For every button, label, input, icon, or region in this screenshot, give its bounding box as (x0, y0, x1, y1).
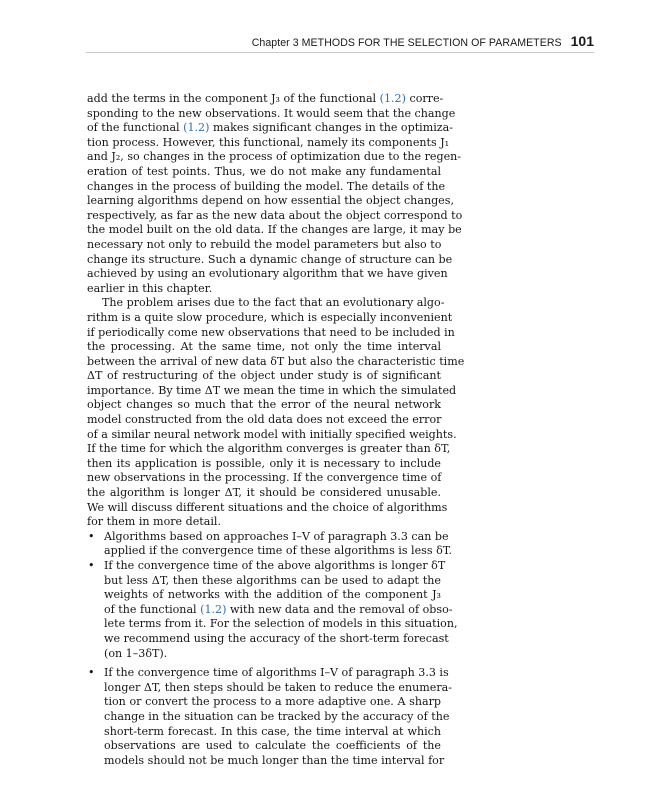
text-segment: we recommend using the accuracy of the short-term forecast (104, 631, 449, 645)
text-line (87, 340, 441, 355)
text-segment: If the convergence time of the above algorithms is longer δT (104, 559, 446, 572)
text-line (87, 296, 445, 311)
text-segment: change in the situation can be tracked by the accuracy of the (104, 709, 450, 723)
text-segment: of a similar neural network model with initially specified weights. (87, 427, 457, 441)
text-line (87, 238, 441, 253)
bullet-item (87, 529, 453, 559)
body-text (87, 92, 465, 768)
text-segment: of the functional (104, 602, 201, 616)
text-segment: The problem arises due to the fact that an evolutionary algo- (102, 296, 445, 310)
text-line (87, 135, 450, 151)
text-line (87, 486, 441, 501)
text-segment: object changes so much that the error of the neural network (87, 398, 441, 412)
text-segment: (on 1–3δT). (104, 646, 168, 660)
text-line (87, 574, 441, 589)
text-segment: achieved by using an evolutionary algorithm that we have given (87, 267, 448, 281)
text-line (87, 695, 441, 710)
text-segment: respectively, as far as the new data about the object correspond to (87, 208, 463, 222)
text-line (87, 753, 445, 769)
header-rule (86, 52, 594, 53)
text-segment: corre- (405, 92, 444, 105)
text-segment: new observations in the processing. If the convergence time of (87, 471, 442, 485)
text-line (87, 325, 455, 341)
text-line (87, 369, 441, 384)
text-segment: , so changes in the process of optimization due to the regen- (120, 150, 462, 164)
text-line (87, 739, 441, 754)
text-line (87, 150, 462, 165)
text-segment: necessary not only to rebuild the model parameters but also to (87, 237, 442, 251)
text-line (87, 282, 441, 297)
text-segment: the model built on the old data. If the changes are large, it may be (87, 223, 462, 237)
text-segment: the algorithm is longer ΔT, it should be considered unusable. (87, 486, 441, 500)
text-line (87, 617, 458, 632)
text-line (87, 559, 446, 574)
text-segment: importance. By time ΔT we mean the time in which the simulated (87, 383, 457, 397)
text-segment: lete terms from it. For the selection of models in this situation, (104, 617, 458, 631)
text-line (87, 529, 449, 545)
text-segment: Algorithms based on approaches I–V of paragraph 3.3 can be (104, 529, 449, 543)
text-segment: sponding to the new observations. It would seem that the change (87, 106, 456, 120)
text-line (87, 267, 448, 282)
text-line (87, 223, 462, 238)
text-line (87, 106, 456, 122)
text-segment: longer ΔT, then steps should be taken to reduce the enumera- (104, 680, 453, 694)
bullet-item (87, 666, 453, 768)
running-header (86, 33, 594, 51)
text-segment: tion process. However, this functional, namely its components (87, 135, 441, 149)
text-line (87, 709, 450, 725)
text-segment: change its structure. Such a dynamic change of structure can be (87, 252, 453, 266)
text-segment: but less ΔT, then these algorithms can be used to adapt the (104, 573, 441, 587)
text-line (87, 92, 444, 107)
text-line (87, 194, 454, 209)
text-segment: and (87, 150, 112, 164)
text-segment: J₃ (432, 588, 441, 602)
text-segment: if periodically come new observations that need to be included in (87, 325, 455, 339)
text-segment: ΔT of restructuring of the object under study is of significant (87, 369, 441, 383)
equation-reference-link[interactable]: (1.2) (379, 92, 406, 105)
text-segment: We will discuss different situations and the choice of algorithms (87, 500, 448, 514)
text-segment: eration of test points. Thus, we do not make any fundamental (87, 164, 441, 178)
text-segment: earlier in this chapter. (87, 281, 213, 295)
text-segment: weights of networks with the addition of the component (104, 588, 433, 602)
text-segment: of the functional (87, 121, 184, 135)
text-line (87, 602, 453, 618)
text-segment: makes significant changes in the optimiza- (209, 121, 453, 135)
text-segment: with new data and the removal of obso- (226, 602, 453, 616)
text-line (87, 666, 449, 681)
text-segment: J₃ (271, 92, 280, 105)
text-segment: rithm is a quite slow procedure, which is especially inconvenient (87, 310, 453, 324)
text-line (87, 544, 453, 559)
bullet-marker: • (88, 666, 95, 680)
text-segment: J₁ (440, 135, 450, 149)
text-line (87, 383, 457, 399)
bullet-marker: • (88, 559, 95, 572)
text-line (87, 515, 441, 530)
text-segment: If the convergence time of algorithms I–V of paragraph 3.3 is (104, 666, 449, 680)
text-segment: observations are used to calculate the coefficients of the (104, 739, 441, 753)
chapter-title: Chapter 3 METHODS FOR THE SELECTION OF PARAMETERS (251, 37, 562, 49)
text-line (87, 680, 453, 696)
text-segment: tion or convert the process to a more adaptive one. A sharp (104, 695, 441, 709)
text-line (87, 413, 441, 428)
equation-reference-link[interactable]: (1.2) (183, 121, 210, 135)
text-segment: of the functional (279, 92, 380, 105)
text-line (87, 121, 453, 136)
text-line (87, 647, 441, 662)
text-line (87, 471, 441, 486)
page-number: 101 (570, 33, 594, 49)
text-line (87, 725, 441, 740)
text-line (87, 252, 453, 268)
text-segment: the processing. At the same time, not only the time interval (87, 340, 441, 354)
equation-reference-link[interactable]: (1.2) (200, 602, 227, 616)
text-line (87, 457, 441, 472)
text-segment: short-term forecast. In this case, the time interval at which (104, 724, 441, 738)
paragraph-1 (87, 92, 463, 296)
text-segment: between the arrival of new data δT but also the characteristic time (87, 354, 465, 368)
text-segment: for them in more detail. (87, 515, 222, 529)
text-line (87, 165, 441, 180)
text-line (87, 427, 457, 443)
text-line (87, 179, 446, 195)
text-segment: applied if the convergence time of these algorithms is less δT. (104, 544, 453, 558)
text-segment: If the time for which the algorithm converges is greater than δT, (87, 442, 451, 456)
bullet-item (87, 559, 458, 661)
bullet-list (87, 529, 458, 769)
bullet-marker: • (88, 529, 95, 543)
text-line (87, 500, 448, 516)
text-segment: changes in the process of building the model. The details of the (87, 179, 446, 193)
text-segment: model constructed from the old data does not exceed the error (87, 413, 442, 427)
text-line (87, 208, 463, 224)
text-segment: learning algorithms depend on how essential the object changes, (87, 194, 454, 208)
text-line (87, 588, 441, 603)
paragraph-2 (87, 296, 465, 530)
text-line (87, 310, 453, 326)
text-segment: J₂ (111, 150, 121, 164)
text-line (87, 398, 441, 413)
text-segment: then its application is possible, only it is necessary to include (87, 456, 441, 470)
text-segment: models should not be much longer than the time interval for (104, 753, 445, 767)
text-line (87, 354, 465, 370)
text-line (87, 631, 449, 647)
text-segment: add the terms in the component (87, 92, 272, 105)
text-line (87, 442, 451, 457)
